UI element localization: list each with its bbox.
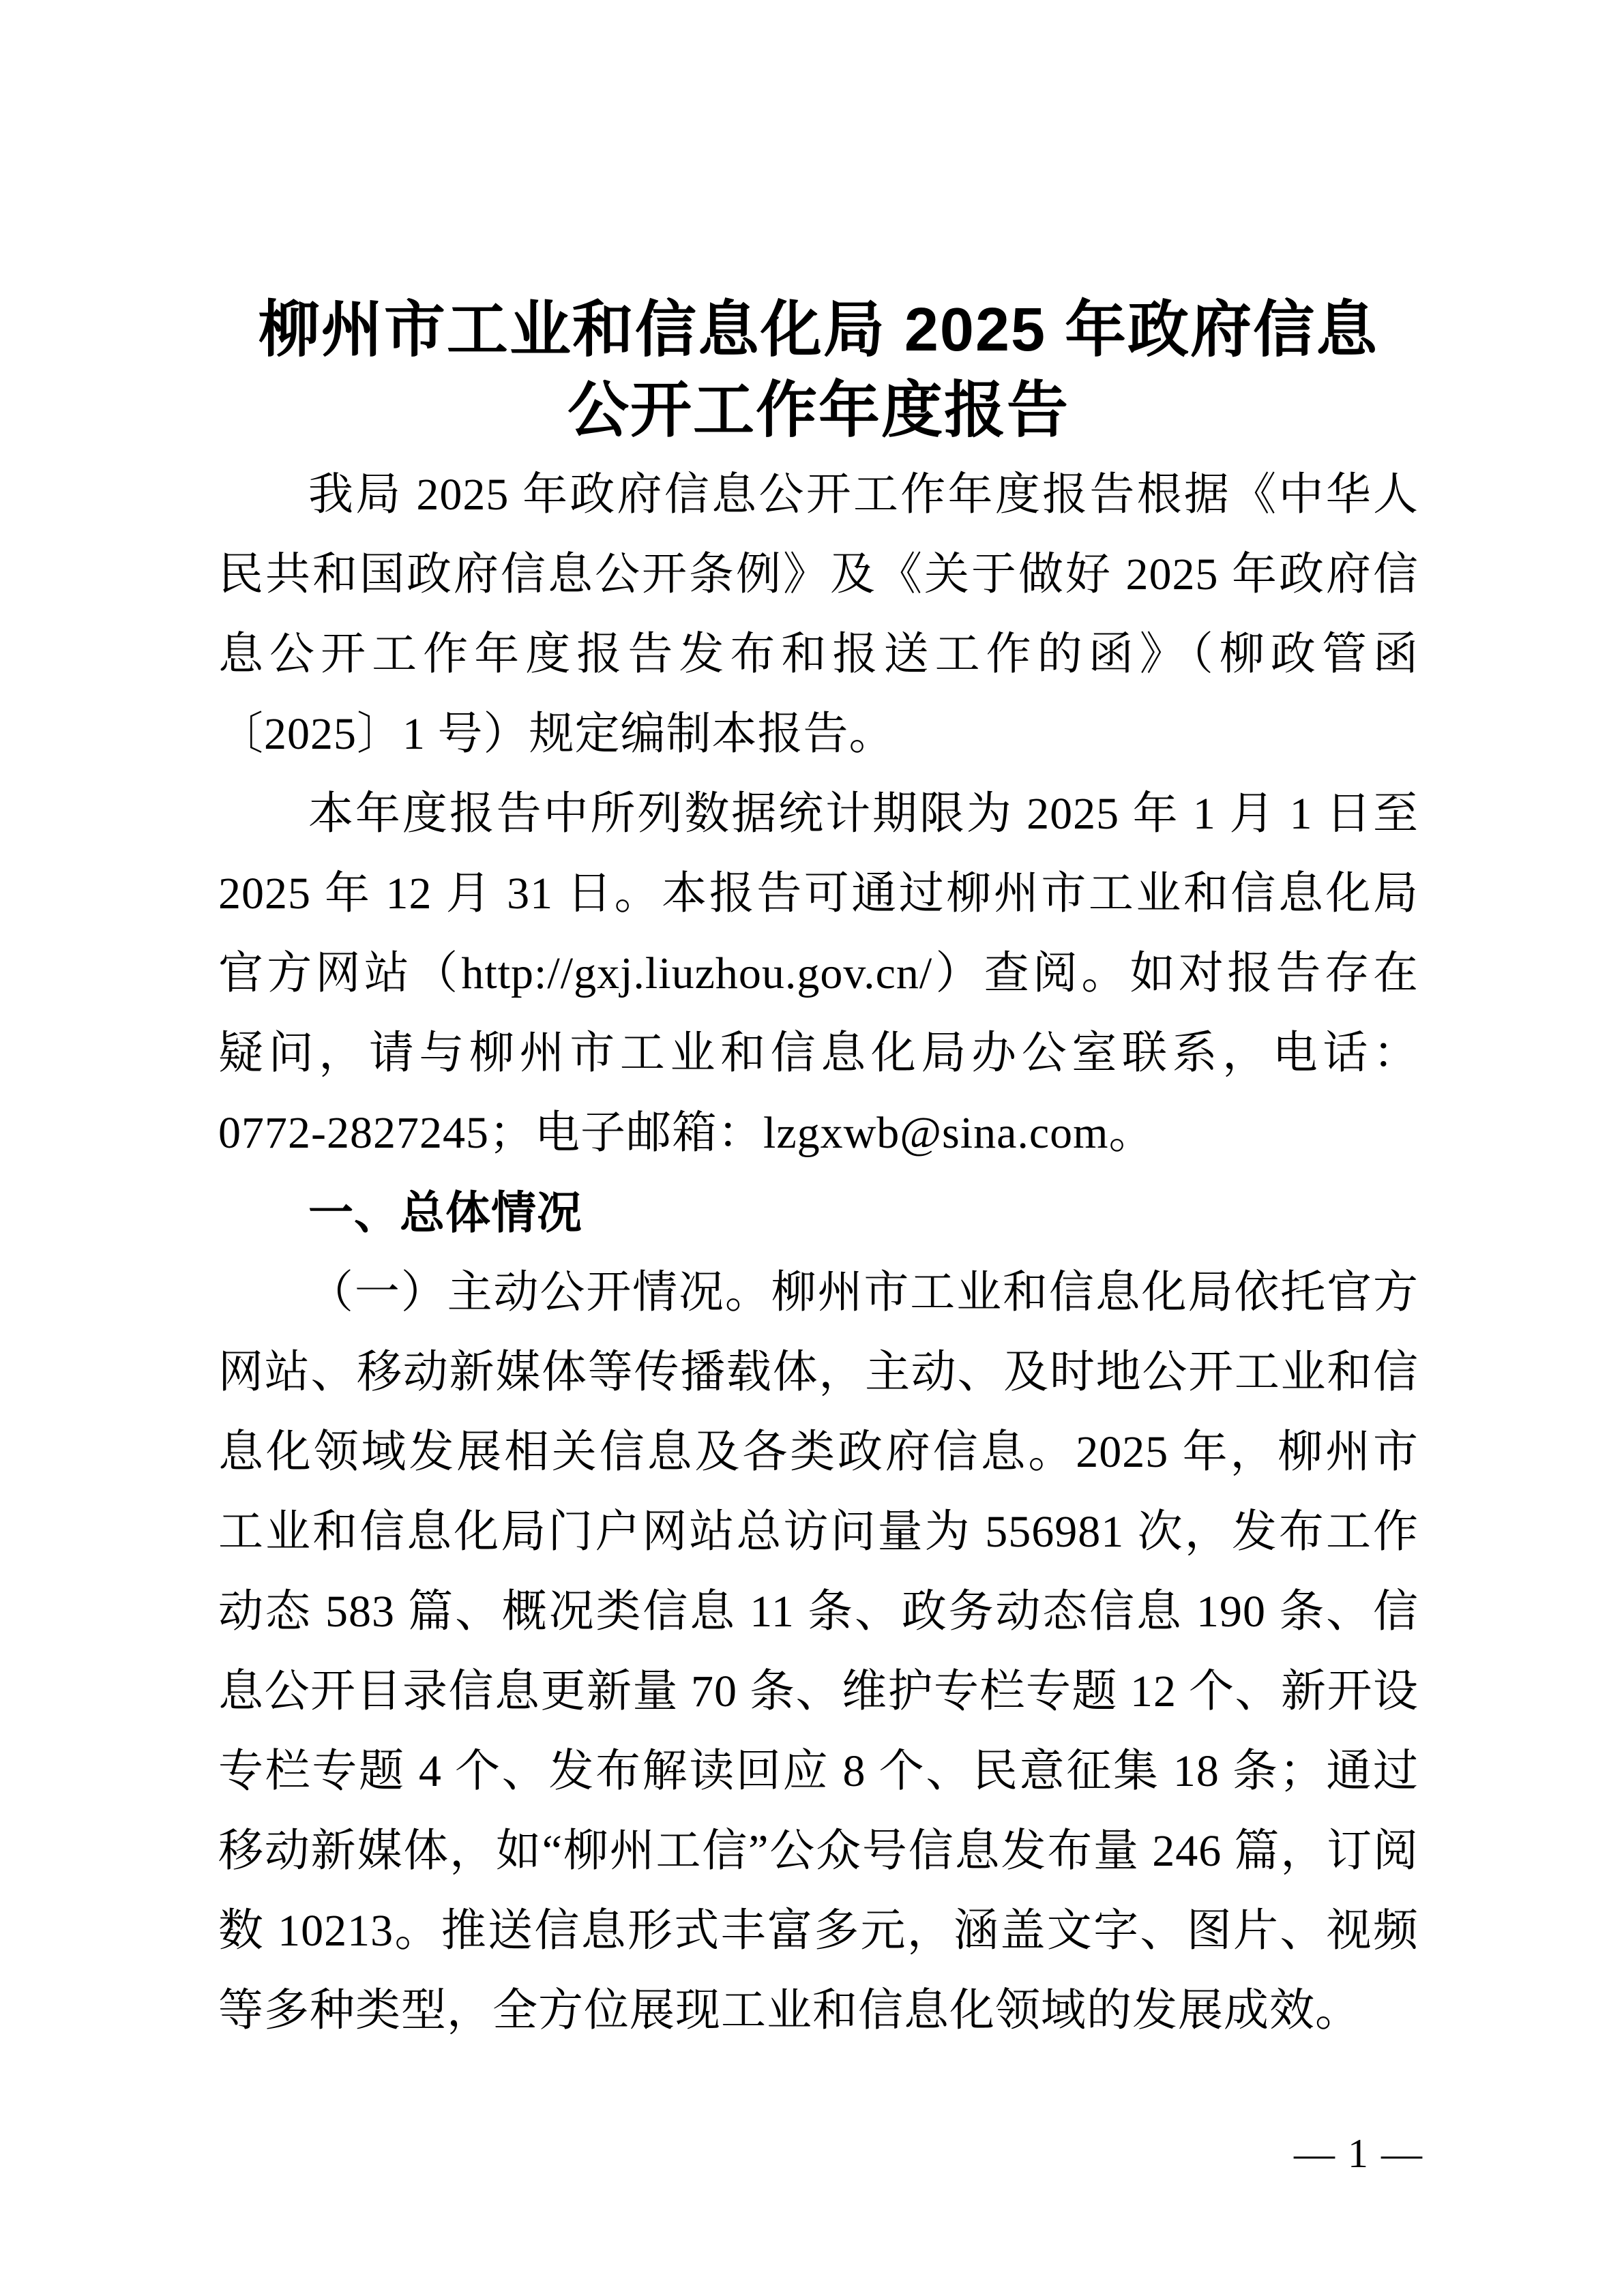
page-title-line-1: 柳州市工业和信息化局 2025 年政府信息 (258, 296, 1379, 364)
body-paragraph-active-disclosure: （一）主动公开情况。柳州市工业和信息化局依托官方网站、移动新媒体等传播载体，主动、及时地公开工业和信息化领域发展相关信息及各类政府信息。2025 年，柳州市工业和信息化局门户网站总访问量为 556981 次，发布工作动态 583 篇、概况类信息 11 条、政务动态信息 190 条、信息公开目录信息更新量 70 条、维护专栏专题 12 个、新开设专栏专题 4 个、发布解读回应 8 个、民意征集 18 条；通过移动新媒体，如“柳州工信”公众号信息发布量 246 篇，订阅数 10213。推送信息形式丰富多元，涵盖文字、图片、视频等多种类型，全方位展现工业和信息化领域的发展成效。 (218, 1268, 1419, 2036)
body-paragraph-statistics-period: 本年度报告中所列数据统计期限为 2025 年 1 月 1 日至 2025 年 12 月 31 日。本报告可通过柳州市工业和信息化局官方网站（http://gxj.liuzhou.gov.cn/）查阅。如对报告存在疑问，请与柳州市工业和信息化局办公室联系，电话：0772-2827245；电子邮箱：lzgxwb@sina.com。 (218, 789, 1419, 1158)
section-heading-overall-situation: 一、总体情况 (308, 1187, 582, 1238)
page-number: — 1 — (1294, 2131, 1423, 2176)
body-paragraph-basis: 我局 2025 年政府信息公开工作年度报告根据《中华人民共和国政府信息公开条例》及《关于做好 2025 年政府信息公开工作年度报告发布和报送工作的函》（柳政管函〔2025〕1 号）规定编制本报告。 (218, 470, 1419, 759)
page-title (218, 290, 1419, 451)
page-title-line-2: 公开工作年度报告 (567, 376, 1069, 445)
